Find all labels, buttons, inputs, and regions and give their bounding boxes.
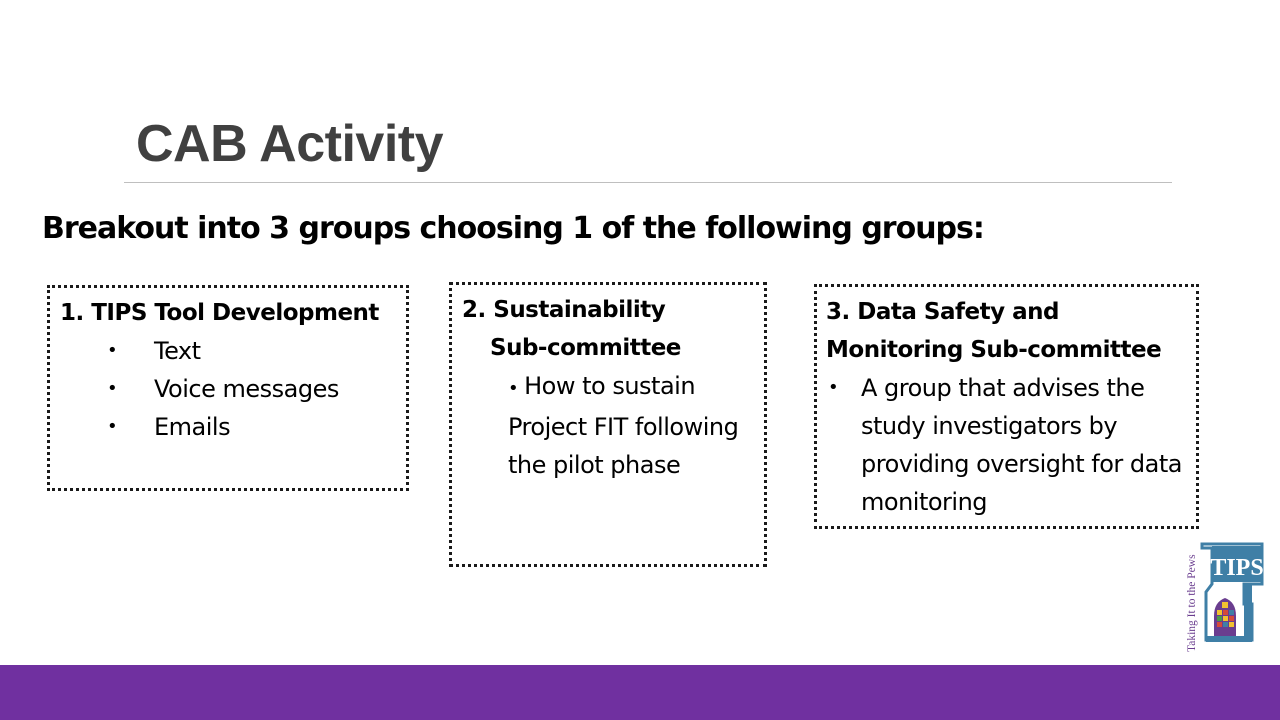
bullet-icon: • — [107, 340, 118, 361]
list-item — [50, 332, 406, 370]
logo-tagline: Taking It to the Pews — [1186, 554, 1198, 652]
logo-wordmark: TIPS — [1210, 555, 1264, 581]
group-title-line: 1. TIPS Tool Development — [60, 300, 379, 326]
slide-title: CAB Activity — [136, 115, 444, 173]
logo-base — [1206, 636, 1252, 642]
list-item-text: A group that advises the study investigators by providing oversight for data monitoring — [861, 374, 1182, 516]
stained-glass-pane — [1223, 616, 1228, 621]
group-box-data-safety-monitoring — [814, 284, 1199, 529]
list-item-text: Voice messages — [154, 375, 339, 403]
group-box-sustainability — [449, 282, 767, 567]
tips-logo — [1182, 540, 1266, 654]
group-title-line: 3. Data Safety and — [826, 299, 1059, 325]
list-item-text: How to sustain Project FIT following the pilot phase — [508, 372, 739, 479]
footer-bar — [0, 665, 1280, 720]
group-title-line: 2. Sustainability — [462, 297, 666, 323]
stained-glass-pane — [1217, 616, 1222, 621]
slide-subtitle: Breakout into 3 groups choosing 1 of the following groups: — [42, 211, 984, 246]
list-item — [50, 370, 406, 408]
stained-glass-pane — [1229, 622, 1234, 627]
group-title — [826, 293, 1161, 369]
group-item-list — [50, 332, 406, 446]
group-title — [60, 294, 379, 332]
logo-pillar — [1244, 584, 1252, 640]
stained-glass-pane — [1223, 610, 1228, 615]
list-item-text: Emails — [154, 413, 231, 441]
group-title — [462, 291, 681, 367]
bullet-icon: • — [107, 416, 118, 437]
stained-glass-pane — [1222, 602, 1228, 608]
list-item — [826, 369, 1186, 521]
bullet-icon: • — [107, 378, 118, 399]
group-title-line: Monitoring Sub-committee — [826, 337, 1162, 363]
bullet-icon: • — [508, 378, 519, 399]
group-box-tips-tool-development — [47, 285, 409, 491]
group-title-line: Sub-committee — [490, 335, 681, 361]
list-item — [50, 408, 406, 446]
stained-glass-pane — [1217, 610, 1222, 615]
bullet-icon: • — [828, 377, 839, 398]
stained-glass-pane — [1229, 616, 1234, 621]
group-item-list — [508, 367, 748, 484]
stained-glass-pane — [1223, 622, 1228, 627]
stained-glass-pane — [1229, 610, 1234, 615]
group-item-list — [826, 369, 1186, 521]
list-item — [508, 367, 748, 484]
title-divider — [124, 182, 1172, 183]
stained-glass-pane — [1217, 622, 1222, 627]
list-item-text: Text — [154, 337, 201, 365]
